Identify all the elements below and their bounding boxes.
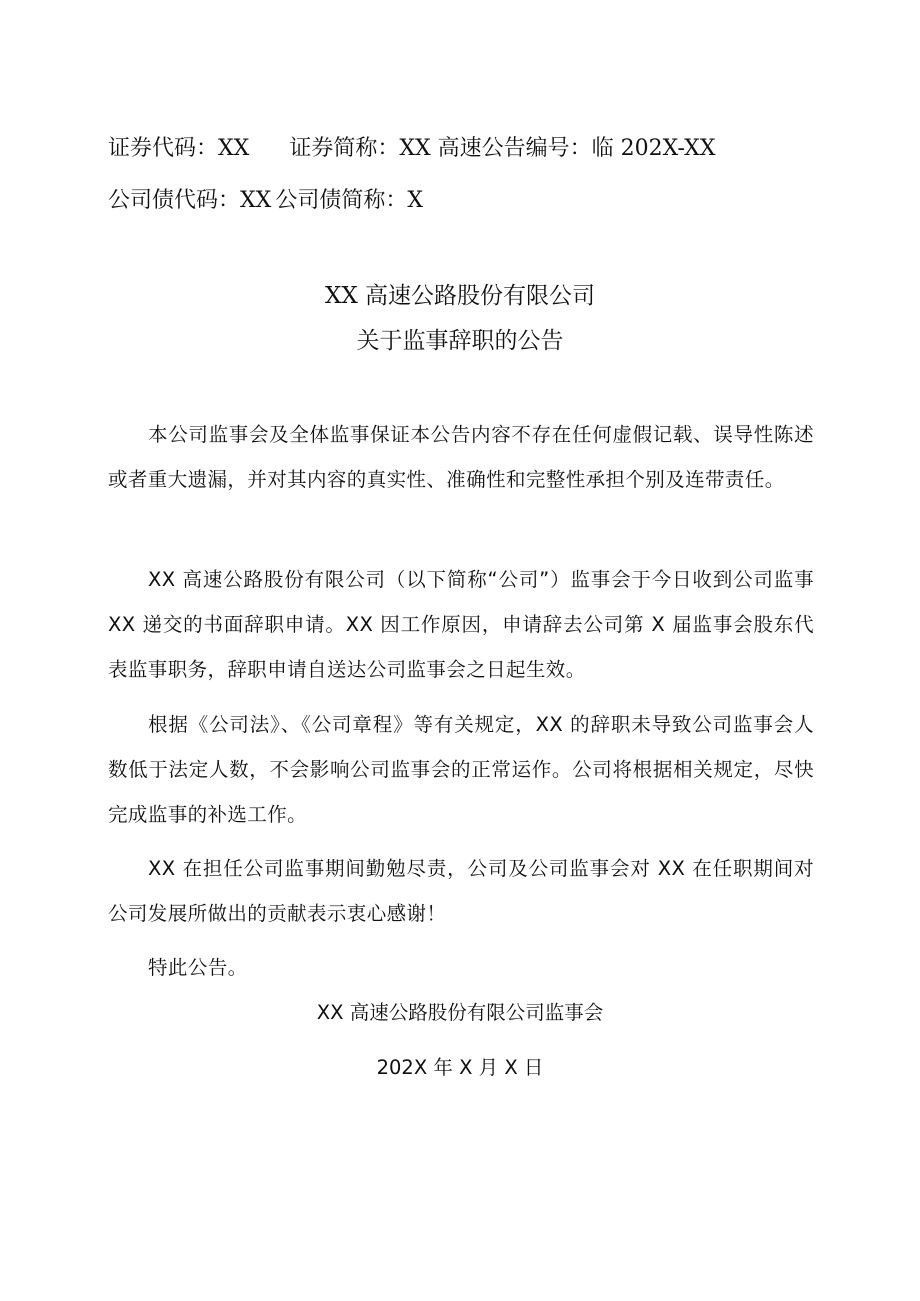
- disclaimer-paragraph: 本公司监事会及全体监事保证本公告内容不存在任何虚假记载、误导性陈述或者重大遗漏，并对其内容的真实性、准确性和完整性承担个别及连带责任。: [108, 423, 814, 491]
- issue-date: 202X 年 X 月 X 日: [376, 1056, 544, 1079]
- announcement-subject: 关于监事辞职的公告: [356, 328, 564, 354]
- impact-paragraph: 根据《公司法》、《公司章程》等有关规定，XX 的辞职未导致公司监事会人数低于法定人数，不会影响公司监事会的正常运作。公司将根据相关规定，尽快完成监事的补选工作。: [108, 713, 814, 826]
- bond-abbreviation: 公司债简称：X: [275, 188, 423, 213]
- header-securities-line: [108, 134, 716, 164]
- issuer-signature: XX 高速公路股份有限公司监事会: [316, 1001, 604, 1024]
- resignation-paragraph: XX 高速公路股份有限公司（以下简称“公司”）监事会于今日收到公司监事 XX 递交的书面辞职申请。XX 因工作原因，申请辞去公司第 X 届监事会股东代表监事职务，辞职申请自送达公司监事会之日起生效。: [108, 568, 814, 681]
- bond-code: 公司债代码：XX: [108, 188, 272, 213]
- header-bond-line: [108, 186, 423, 216]
- gratitude-paragraph: XX 在担任公司监事期间勤勉尽责，公司及公司监事会对 XX 在任职期间对公司发展所做出的贡献表示衷心感谢！: [108, 857, 814, 925]
- stock-code: 证券代码：XX: [108, 136, 250, 161]
- closing-paragraph: 特此公告。: [148, 956, 248, 979]
- notice-number: 公告编号：临 202X-XX: [481, 136, 716, 161]
- stock-abbreviation: 证券简称：XX 高速: [289, 136, 482, 161]
- company-title: XX 高速公路股份有限公司: [324, 283, 596, 309]
